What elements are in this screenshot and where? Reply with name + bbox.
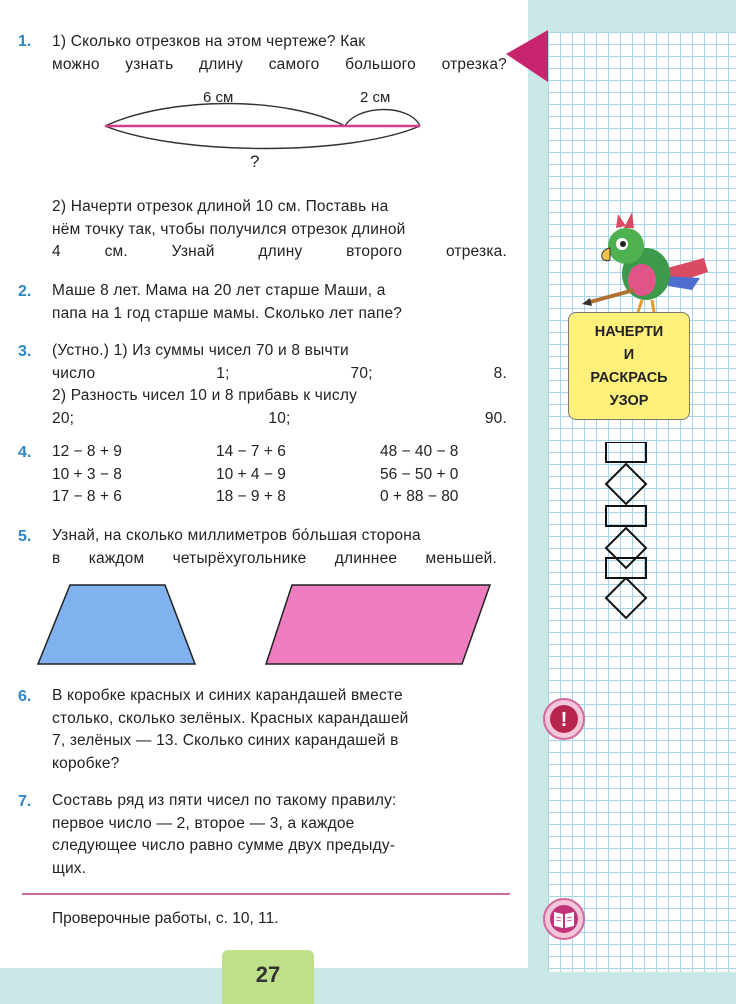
arc-right (345, 110, 420, 127)
arc-bottom (105, 126, 420, 149)
pointer-marker-icon (506, 30, 548, 82)
segment-label-total: ? (250, 152, 260, 171)
svg-text:!: ! (560, 709, 568, 731)
pattern-drawing (604, 442, 648, 620)
arc-left (105, 104, 345, 127)
task-7-line-4: щих. (52, 859, 87, 877)
task-4-col-3 (380, 441, 458, 509)
task-4-number: 4. (18, 444, 32, 461)
task-7-text (52, 790, 511, 880)
task-2-line-1: Маше 8 лет. Мама на 20 лет старше Маши, а (52, 282, 386, 299)
task-3-line-3: 2) Разность чисел 10 и 8 прибавь к числу (52, 387, 358, 404)
segment-label-2: 2 см (360, 89, 391, 106)
task-7-number: 7. (18, 793, 32, 810)
task-3-text (52, 340, 507, 430)
check-work-reference: Проверочные работы, с. 10, 11. (52, 910, 279, 927)
task-4-col-1 (52, 441, 122, 509)
expression: 18 − 9 + 8 (216, 488, 286, 505)
expression: 14 − 7 + 6 (216, 443, 286, 460)
expression: 10 + 4 − 9 (216, 465, 286, 483)
expression: 56 − 50 + 0 (380, 465, 459, 483)
task-1-part2-line-2: нём точку так, чтобы получился отрезок длиной (52, 220, 406, 238)
task-4-col-2 (216, 441, 286, 509)
expression: 12 − 8 + 9 (52, 443, 122, 460)
task-7-line-2: первое число — 2, второе — 3, а каждое (52, 814, 355, 832)
task-6-text (52, 685, 511, 775)
expression: 17 − 8 + 6 (52, 488, 122, 505)
task-1-line-1: 1) Сколько отрезков на этом чертеже? Как (52, 33, 366, 50)
shapes-figure (30, 580, 510, 672)
draw-box-line: НАЧЕРТИ (594, 324, 664, 340)
task-6-line-4: коробке? (52, 754, 120, 772)
parallelogram (266, 585, 490, 664)
draw-box-line: РАСКРАСЬ (590, 370, 668, 386)
task-6-line-1: В коробке красных и синих карандашей вместе (52, 687, 403, 704)
task-5-line-2: в каждом четырёхугольнике длиннее меньшей. (52, 549, 497, 567)
expression: 0 + 88 − 80 (380, 488, 459, 505)
task-1-part2-line-1: 2) Начерти отрезок длиной 10 см. Поставь на (52, 198, 389, 215)
footer-divider (22, 893, 510, 895)
expression: 48 − 40 − 8 (380, 443, 459, 460)
task-3-line-4: 20; 10; 90. (52, 409, 507, 427)
task-6-number: 6. (18, 688, 32, 705)
warning-icon (542, 697, 586, 741)
trapezoid (38, 585, 195, 664)
page-number: 27 (222, 950, 314, 1004)
task-5-line-1: Узнай, на сколько миллиметров бо́льшая сторона (52, 527, 421, 544)
task-1-part2 (52, 196, 507, 264)
task-3-number: 3. (18, 343, 32, 360)
task-1-part2-line-3: 4 см. Узнай длину второго отрезка. (52, 243, 507, 260)
task-5-text (52, 525, 497, 570)
book-icon (542, 897, 586, 941)
task-2-number: 2. (18, 283, 32, 300)
parrot-icon (572, 210, 712, 314)
draw-box-line: И (623, 347, 635, 363)
task-2-text (52, 280, 507, 325)
task-6-line-3: 7, зелёных — 13. Сколько синих карандашей в (52, 732, 399, 749)
task-7-line-3: следующее число равно сумме двух предыду- (52, 837, 396, 854)
expression: 10 + 3 − 8 (52, 465, 122, 483)
task-3-line-2: число 1; 70; 8. (52, 364, 507, 382)
task-2-line-2: папа на 1 год старше мамы. Сколько лет папе? (52, 304, 403, 322)
task-6-line-2: столько, сколько зелёных. Красных карандашей (52, 709, 409, 727)
task-7-line-1: Составь ряд из пяти чисел по такому правилу: (52, 792, 397, 809)
draw-pattern-box (568, 312, 690, 420)
draw-box-line: УЗОР (609, 393, 649, 409)
task-1-part1 (52, 31, 507, 76)
task-3-line-1: (Устно.) 1) Из суммы чисел 70 и 8 вычти (52, 342, 349, 359)
task-1-line-2: можно узнать длину самого большого отрезка? (52, 55, 507, 73)
task-5-number: 5. (18, 528, 32, 545)
segment-label-6: 6 см (203, 89, 234, 106)
task-1-number: 1. (18, 33, 32, 50)
